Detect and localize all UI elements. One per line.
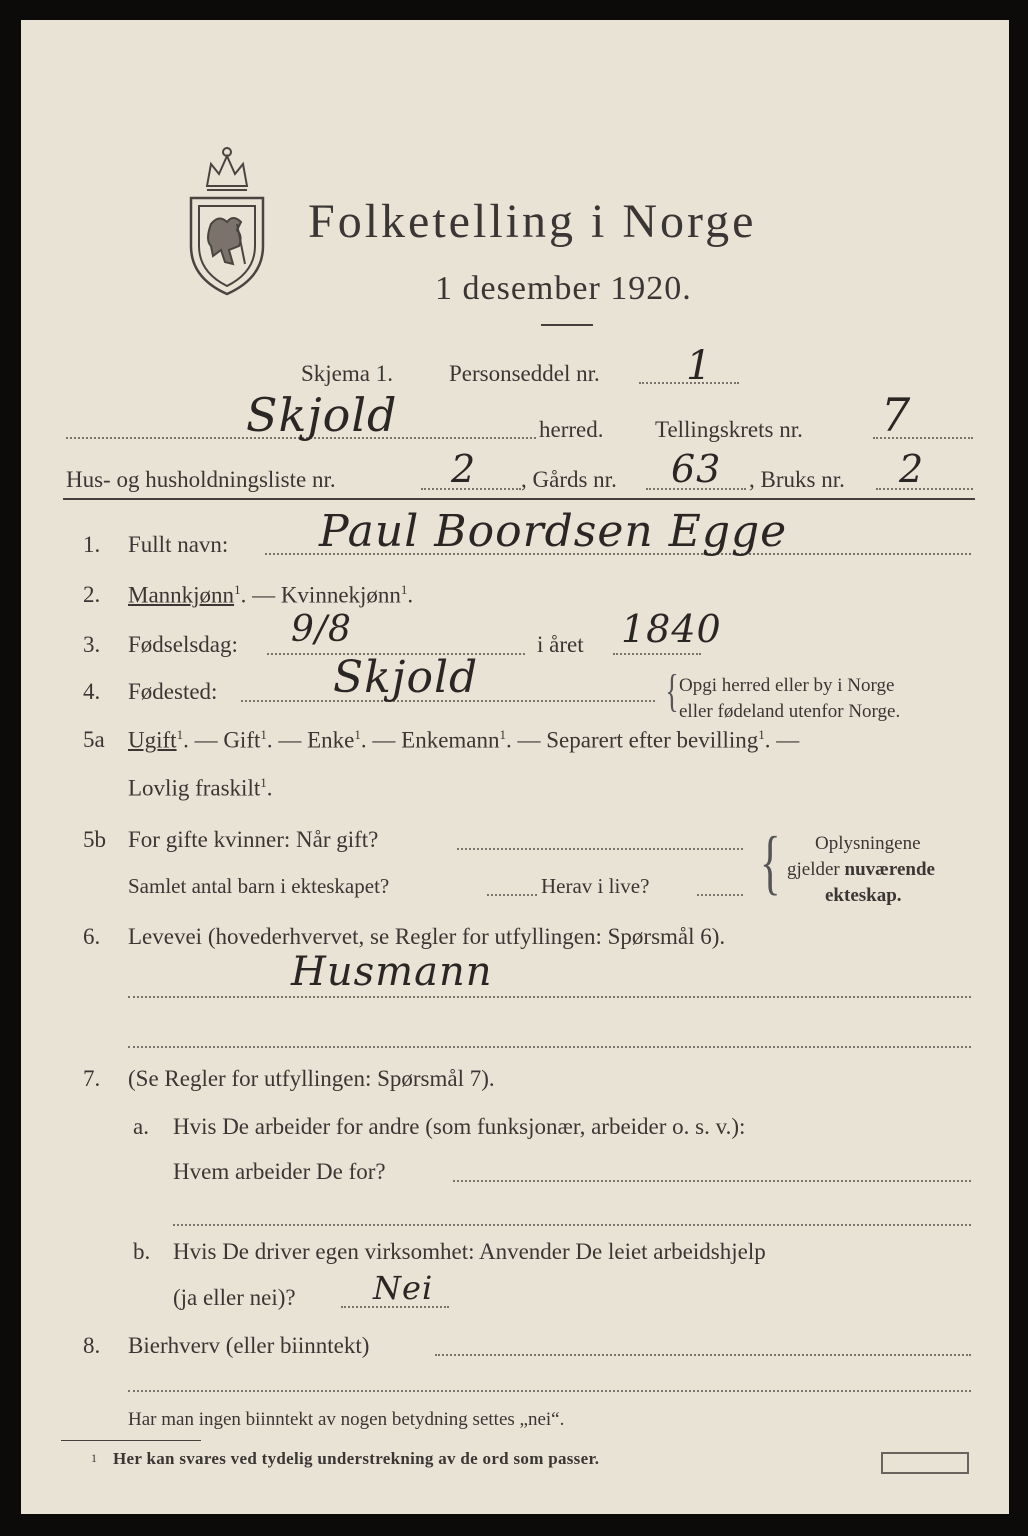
married-when-field-line [457,848,743,850]
birth-year-label: i året [537,632,584,657]
birthplace-note-line1: Opgi herred eller by i Norge [679,675,895,696]
q5a-marital-options [128,728,799,752]
title-divider [541,324,593,326]
note-brace: { [665,665,679,716]
footnote-ref: 1 [260,727,267,742]
footnote-ref: 1 [260,775,267,790]
separator: . — [506,727,547,753]
alive-field-line [697,894,743,896]
q7a-letter: a. [133,1114,149,1139]
occupation-value[interactable]: Husmann [291,949,493,995]
q8-label: Bierhverv (eller biinntekt) [128,1333,370,1358]
header-divider [63,498,975,500]
footnote-ref: 1 [354,727,361,742]
separator: . — [266,727,308,753]
q5a-number: 5a [83,727,105,752]
employer-field-line-1 [453,1180,971,1182]
q7a-text: Hvis De arbeider for andre (som funksjonær, arbeider o. s. v.): [173,1114,746,1139]
no-income-note: Har man ingen biinntekt av nogen betydning settes „nei“. [128,1409,565,1430]
footnote-text: Her kan svares ved tydelig understrekning av de ord som passer. [113,1449,600,1468]
q5b-note-line1: Oplysningene [815,833,921,854]
option-female[interactable]: Kvinnekjønn [280,582,401,608]
q3-label: Fødselsdag: [128,632,238,657]
footnote-divider [61,1440,201,1441]
q5b-number: 5b [83,827,106,852]
employer-field-line-2 [173,1224,971,1226]
option-male[interactable]: Mannkjønn [128,582,235,608]
footnote-marker: 1 [91,1451,97,1465]
q5b-note-text: gjelder [787,859,845,880]
q3-number: 3. [83,632,101,657]
skjema-label: Skjema 1. [301,361,393,386]
occupation-field-line-2 [128,1046,971,1048]
q5b-note-bold: nuværende [844,859,935,880]
separator: . [407,582,414,608]
gards-value[interactable]: 63 [671,447,722,491]
birthday-value[interactable]: 9/8 [291,609,352,650]
personseddel-value[interactable]: 1 [686,343,713,389]
printer-stamp [881,1452,969,1474]
census-date: 1 desember 1920. [435,270,692,307]
option-enke[interactable]: Enke [307,727,355,753]
q7-number: 7. [83,1066,101,1091]
q5b-alive-label: Herav i live? [541,874,650,898]
separator: . [266,775,273,801]
footnote-ref: 1 [176,727,184,742]
husholdningsliste-label: Hus- og husholdningsliste nr. [66,467,336,492]
q5b-note-line2 [787,860,935,879]
bruks-field-line [876,488,973,490]
q7a-question: Hvem arbeider De for? [173,1159,386,1184]
q8-number: 8. [83,1333,101,1358]
q7-label: (Se Regler for utfyllingen: Spørsmål 7). [128,1066,495,1091]
full-name-value[interactable]: Paul Boordsen Egge [319,506,788,557]
q7b-text: Hvis De driver egen virksomhet: Anvender De leiet arbeidshjelp [173,1239,766,1264]
separator: . — [764,727,800,753]
q5a-option-lovlig-row [128,776,272,800]
separator: . — [183,727,224,753]
gards-label: , Gårds nr. [521,467,617,492]
q6-number: 6. [83,924,101,949]
norwegian-coat-of-arms-icon [181,146,273,296]
children-field-line [487,894,537,896]
q5b-note-bold: ekteskap. [825,885,902,906]
option-separert[interactable]: Separert efter bevilling [546,727,759,753]
q7b-letter: b. [133,1239,151,1264]
census-form-sheet [21,20,1009,1514]
herred-label: herred. [539,417,604,442]
q2-gender-options [128,583,413,607]
personseddel-label: Personseddel nr. [449,361,600,386]
footnote-ref: 1 [400,582,408,597]
side-income-field-line-2 [128,1390,971,1392]
husholdningsliste-value[interactable]: 2 [451,447,477,491]
q2-number: 2. [83,582,101,607]
q4-label: Fødested: [128,679,218,704]
q6-label: Levevei (hovederhvervet, se Regler for utfyllingen: Spørsmål 6). [128,924,726,949]
q1-number: 1. [83,532,101,557]
occupation-field-line-1 [128,996,971,998]
separator: . — [240,582,281,608]
q1-label: Fullt navn: [128,532,229,557]
birth-year-value[interactable]: 1840 [621,607,722,651]
option-ugift[interactable]: Ugift [128,727,177,753]
tellingskrets-label: Tellingskrets nr. [655,417,803,442]
q5b-children-label: Samlet antal barn i ekteskapet? [128,874,390,898]
q7b-question: (ja eller nei)? [173,1285,296,1310]
q5b-married-when-label: For gifte kvinner: Når gift? [128,827,379,852]
bruks-value[interactable]: 2 [899,447,925,491]
q5b-note-line3 [825,886,902,905]
note-brace: { [759,822,781,902]
footnote-ref: 1 [758,727,765,742]
footnote-ref: 1 [499,727,506,742]
option-lovlig-fraskilt[interactable]: Lovlig fraskilt [128,775,261,801]
separator: . — [360,727,402,753]
tellingskrets-value[interactable]: 7 [881,388,912,442]
bruks-label: , Bruks nr. [749,467,845,492]
birthplace-value[interactable]: Skjold [333,652,479,703]
q4-number: 4. [83,679,101,704]
side-income-field-line-1 [435,1354,971,1356]
birthplace-note-line2: eller fødeland utenfor Norge. [679,701,901,722]
form-title: Folketelling i Norge [308,195,757,248]
option-enkemann[interactable]: Enkemann [401,727,500,753]
footnote-ref: 1 [234,582,241,597]
herred-value[interactable]: Skjold [246,388,398,442]
option-gift[interactable]: Gift [223,727,261,753]
birth-year-field-line [613,653,701,655]
hired-help-value[interactable]: Nei [373,1269,434,1307]
